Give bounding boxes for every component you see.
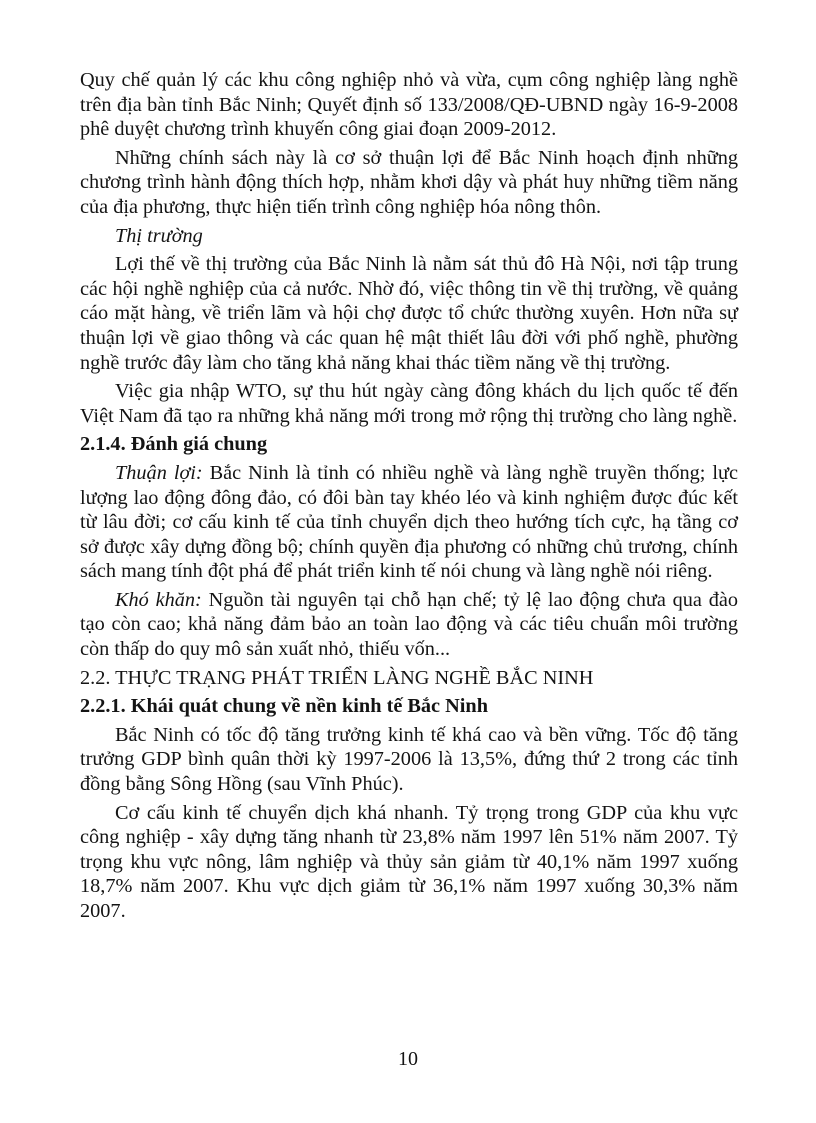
advantages-text: Bắc Ninh là tỉnh có nhiều nghề và làng nghề truyền thống; lực lượng lao động đông đảo, có đôi bàn tay khéo léo và kinh nghiệm được đúc kết từ lâu đời; cơ cấu kinh tế của tỉnh chuyển dịch theo hướng tích cực, hạ tầng cơ sở được xây dựng đồng bộ; chính quyền địa phương có những chủ trương, chính sách mang tính đột phá để phát triển kinh tế nói chung và làng nghề nói riêng. <box>80 461 739 583</box>
advantages-label: Thuận lợi: <box>115 461 203 484</box>
paragraph-policies: Những chính sách này là cơ sở thuận lợi để Bắc Ninh hoạch định những chương trình hành động thích hợp, nhằm khơi dậy và phát huy những tiềm năng của địa phương, thực hiện tiến trình công nghiệp hóa nông thôn. <box>80 146 738 218</box>
paragraph-structure: Cơ cấu kinh tế chuyển dịch khá nhanh. Tỷ trọng trong GDP của khu vực công nghiệp - xây dựng tăng nhanh từ 23,8% năm 1997 lên 51% năm 2007. Tỷ trọng khu vực nông, lâm nghiệp và thủy sản giảm từ 40,1% năm 1997 xuống 18,7% năm 2007. Khu vực dịch giảm từ 36,1% năm 1997 xuống 30,3% năm 2007. <box>80 801 738 922</box>
paragraph-market-advantage: Lợi thế về thị trường của Bắc Ninh là nằm sát thủ đô Hà Nội, nơi tập trung các hội nghề nghiệp của cả nước. Nhờ đó, việc thông tin về thị trường, về quảng cáo mặt hàng, về triển lãm và hội chợ được tổ chức thường xuyên. Hơn nữa sự thuận lợi về giao thông và các quan hệ mật thiết lâu đời với phố nghề, phường nghề trước đây làm cho tăng khả năng khai thác tiềm năng về thị trường. <box>80 253 738 374</box>
difficulties-label: Khó khăn: <box>115 588 202 611</box>
subheading-market: Thị trường <box>115 224 203 247</box>
paragraph-regulations: Quy chế quản lý các khu công nghiệp nhỏ và vừa, cụm công nghiệp làng nghề trên địa bàn tỉnh Bắc Ninh; Quyết định số 133/2008/QĐ-UBND ngày 16-9-2008 phê duyệt chương trình khuyến công giai đoạn 2009-2012. <box>80 69 738 141</box>
page-body <box>80 68 738 924</box>
paragraph-wto: Việc gia nhập WTO, sự thu hút ngày càng đông khách du lịch quốc tế đến Việt Nam đã tạo ra những khả năng mới trong mở rộng thị trường cho làng nghề. <box>80 380 738 427</box>
paragraph-growth: Bắc Ninh có tốc độ tăng trưởng kinh tế khá cao và bền vững. Tốc độ tăng trưởng GDP bình quân thời kỳ 1997-2006 là 13,5%, đứng thứ 2 trong các tỉnh đồng bằng Sông Hồng (sau Vĩnh Phúc). <box>80 723 738 796</box>
page-number: 10 <box>398 1048 418 1070</box>
heading-economy-overview: 2.2.1. Khái quát chung về nền kinh tế Bắc Ninh <box>80 695 488 718</box>
heading-general-assessment: 2.1.4. Đánh giá chung <box>80 433 268 456</box>
paragraph-advantages <box>80 461 738 584</box>
difficulties-text: Nguồn tài nguyên tại chỗ hạn chế; tỷ lệ lao động chưa qua đào tạo còn cao; khả năng đảm bảo an toàn lao động và các tiêu chuẩn môi trường còn thấp do quy mô sản xuất nhỏ, thiếu vốn... <box>80 588 738 661</box>
paragraph-difficulties <box>80 588 738 662</box>
section-title-current-state: 2.2. THỰC TRẠNG PHÁT TRIỂN LÀNG NGHỀ BẮC NINH <box>80 666 594 689</box>
